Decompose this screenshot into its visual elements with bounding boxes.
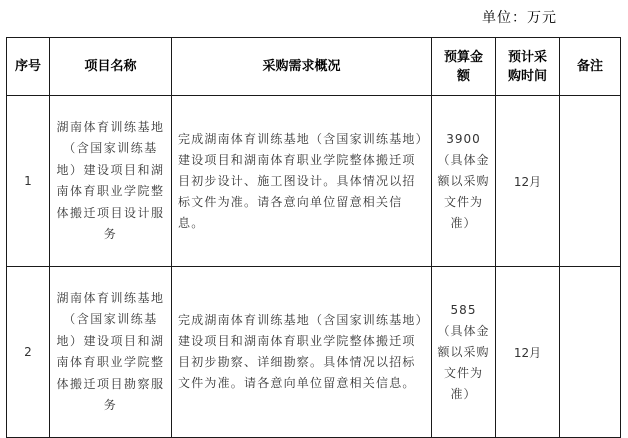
budget-note: （具体金额以采购文件为准） — [437, 152, 490, 230]
header-seq: 序号 — [7, 38, 50, 96]
row-project-name: 湖南体育训练基地（含国家训练基地）建设项目和湖南体育职业学院整体搬迁项目勘察服务 — [50, 267, 172, 438]
row-budget — [432, 96, 496, 267]
budget-note: （具体金额以采购文件为准） — [437, 323, 490, 401]
row-planned-time: 12月 — [496, 267, 560, 438]
header-budget: 预算金额 — [432, 38, 496, 96]
row-overview: 完成湖南体育训练基地（含国家训练基地）建设项目和湖南体育职业学院整体搬迁项目初步设计、施工图设计。具体情况以招标文件为准。请各意向单位留意相关信息。 — [172, 96, 432, 267]
header-remarks: 备注 — [560, 38, 621, 96]
procurement-table — [6, 37, 621, 438]
row-remarks — [560, 96, 621, 267]
row-seq: 1 — [7, 96, 50, 267]
row-overview: 完成湖南体育训练基地（含国家训练基地）建设项目和湖南体育职业学院整体搬迁项目初步勘察、详细勘察。具体情况以招标文件为准。请各意向单位留意相关信息。 — [172, 267, 432, 438]
header-project-name: 项目名称 — [50, 38, 172, 96]
header-row — [7, 38, 621, 96]
table-row — [7, 96, 621, 267]
budget-amount: 585 — [450, 302, 477, 317]
row-project-name: 湖南体育训练基地（含国家训练基地）建设项目和湖南体育职业学院整体搬迁项目设计服务 — [50, 96, 172, 267]
budget-amount: 3900 — [446, 131, 481, 146]
unit-label: 单位：万元 — [482, 10, 557, 26]
table-row — [7, 267, 621, 438]
row-seq: 2 — [7, 267, 50, 438]
row-budget — [432, 267, 496, 438]
row-remarks — [560, 267, 621, 438]
header-overview: 采购需求概况 — [172, 38, 432, 96]
row-planned-time: 12月 — [496, 96, 560, 267]
header-planned-time: 预计采购时间 — [496, 38, 560, 96]
